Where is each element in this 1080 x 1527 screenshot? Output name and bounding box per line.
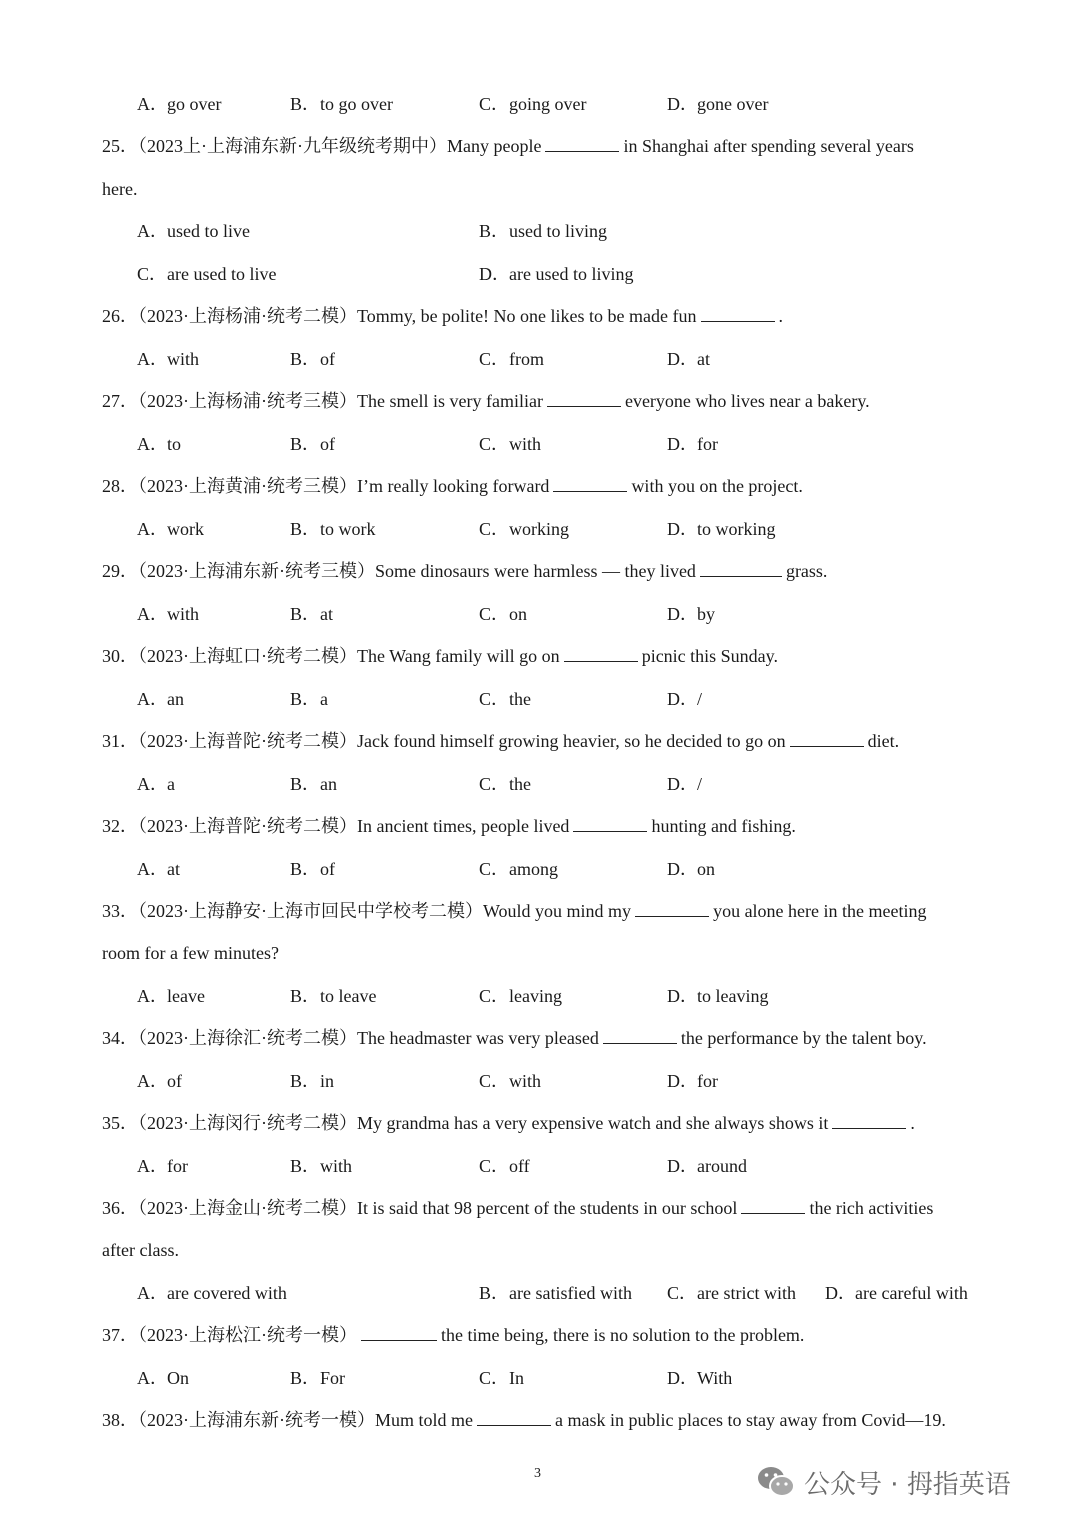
option-d: D．for — [667, 1071, 718, 1091]
option-c: C．working — [479, 519, 569, 539]
option-a: A．go over — [137, 94, 222, 114]
question-31: 31．（2023·上海普陀·统考二模）Jack found himself growing heavier, so he decided to go on diet. — [102, 731, 900, 751]
option-b: B．of — [290, 434, 335, 454]
option-d: D．at — [667, 349, 710, 369]
option-d: D．on — [667, 859, 715, 879]
question-26: 26．（2023·上海杨浦·统考二模）Tommy, be polite! No one likes to be made fun . — [102, 306, 783, 326]
question-36-continuation: after class. — [102, 1240, 179, 1260]
option-c: C．are strict with — [667, 1283, 796, 1303]
option-a: A．an — [137, 689, 184, 709]
option-d: D．to leaving — [667, 986, 769, 1006]
option-c: C．from — [479, 349, 544, 369]
option-a: A．work — [137, 519, 204, 539]
option-a: A．with — [137, 349, 200, 369]
answer-blank — [700, 560, 782, 577]
option-a: A．to — [137, 434, 182, 454]
question-27: 27．（2023·上海杨浦·统考三模）The smell is very familiar everyone who lives near a bakery. — [102, 391, 870, 411]
question-36: 36．（2023·上海金山·统考二模）It is said that 98 percent of the students in our school the rich activities — [102, 1198, 934, 1218]
answer-blank — [701, 305, 775, 322]
option-c: C．with — [479, 434, 542, 454]
question-33: 33．（2023·上海静安·上海市回民中学校考二模）Would you mind my you alone here in the meeting — [102, 901, 927, 921]
answer-blank — [553, 475, 627, 492]
option-a: A．leave — [137, 986, 205, 1006]
option-d: D．are used to living — [479, 264, 634, 284]
option-b: B．an — [290, 774, 337, 794]
option-c: C．on — [479, 604, 527, 624]
answer-blank — [564, 645, 638, 662]
question-32: 32．（2023·上海普陀·统考二模）In ancient times, people lived hunting and fishing. — [102, 816, 796, 836]
option-a: A．with — [137, 604, 200, 624]
option-c: C．with — [479, 1071, 542, 1091]
option-a: A．at — [137, 859, 180, 879]
option-b: B．to leave — [290, 986, 377, 1006]
answer-blank — [635, 900, 709, 917]
option-c: C．going over — [479, 94, 587, 114]
question-38: 38．（2023·上海浦东新·统考一模）Mum told me a mask in public places to stay away from Covid—19. — [102, 1410, 946, 1430]
option-c: C．the — [479, 774, 531, 794]
answer-blank — [545, 135, 619, 152]
answer-blank — [547, 390, 621, 407]
question-29: 29．（2023·上海浦东新·统考三模）Some dinosaurs were harmless — they lived grass. — [102, 561, 828, 581]
question-37: 37．（2023·上海松江·统考一模） the time being, there is no solution to the problem. — [102, 1325, 805, 1345]
option-b: B．For — [290, 1368, 346, 1388]
answer-blank — [790, 730, 864, 747]
option-d: D．to working — [667, 519, 776, 539]
page-number: 3 — [534, 1466, 541, 1481]
option-a: A．of — [137, 1071, 182, 1091]
answer-blank — [573, 815, 647, 832]
option-c: C．In — [479, 1368, 524, 1388]
option-d: D．/ — [667, 689, 703, 709]
option-d: D．are careful with — [825, 1283, 968, 1303]
wechat-icon — [756, 1465, 796, 1499]
answer-blank — [741, 1197, 805, 1214]
question-25: 25．（2023上·上海浦东新·九年级统考期中）Many people in Shanghai after spending several years — [102, 136, 914, 156]
option-b: B．to go over — [290, 94, 393, 114]
answer-blank — [361, 1324, 437, 1341]
option-a: A．for — [137, 1156, 188, 1176]
watermark-text: 公众号 · 拇指英语 — [804, 1469, 1011, 1500]
question-30: 30．（2023·上海虹口·统考二模）The Wang family will go on picnic this Sunday. — [102, 646, 779, 666]
option-d: D．With — [667, 1368, 733, 1388]
option-c: C．are used to live — [137, 264, 277, 284]
option-d: D．/ — [667, 774, 703, 794]
option-b: B．are satisfied with — [479, 1283, 632, 1303]
question-34: 34．（2023·上海徐汇·统考二模）The headmaster was very pleased the performance by the talent boy. — [102, 1028, 927, 1048]
option-c: C．among — [479, 859, 558, 879]
option-c: C．the — [479, 689, 531, 709]
option-b: B．in — [290, 1071, 335, 1091]
option-b: B．of — [290, 859, 335, 879]
option-a: A．On — [137, 1368, 189, 1388]
option-a: A．used to live — [137, 221, 250, 241]
option-b: B．used to living — [479, 221, 607, 241]
option-c: C．leaving — [479, 986, 562, 1006]
option-b: B．at — [290, 604, 333, 624]
answer-blank — [477, 1409, 551, 1426]
question-33-continuation: room for a few minutes? — [102, 943, 279, 963]
option-b: B．with — [290, 1156, 353, 1176]
question-35: 35．（2023·上海闵行·统考二模）My grandma has a very expensive watch and she always shows it . — [102, 1113, 915, 1133]
option-d: D．by — [667, 604, 715, 624]
answer-blank — [603, 1027, 677, 1044]
option-b: B．of — [290, 349, 335, 369]
option-c: C．off — [479, 1156, 530, 1176]
option-d: D．for — [667, 434, 718, 454]
option-a: A．a — [137, 774, 175, 794]
option-b: B．a — [290, 689, 328, 709]
option-d: D．gone over — [667, 94, 769, 114]
option-b: B．to work — [290, 519, 376, 539]
question-28: 28．（2023·上海黄浦·统考三模）I’m really looking forward with you on the project. — [102, 476, 803, 496]
question-25-continuation: here. — [102, 179, 138, 199]
option-a: A．are covered with — [137, 1283, 287, 1303]
option-d: D．around — [667, 1156, 747, 1176]
watermark — [756, 1462, 1011, 1502]
answer-blank — [832, 1112, 906, 1129]
